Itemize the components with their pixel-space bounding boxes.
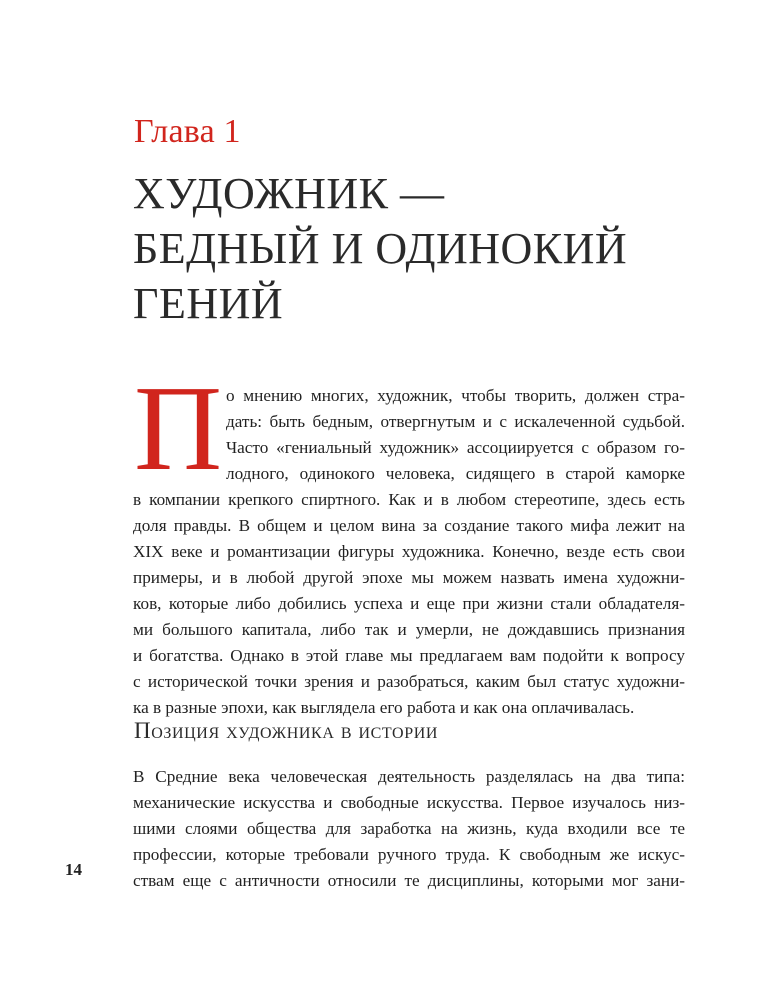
chapter-title-line: ХУДОЖНИК — (133, 169, 445, 218)
text-line: о мнению многих, художник, чтобы творить, должен стра- (226, 386, 685, 405)
text-line: XIX веке и романтизации фигуры художника. Конечно, везде есть свои (133, 542, 685, 561)
text-line: ми большого капитала, либо так и умерли, не дождавшись признания (133, 620, 685, 639)
text-line: шими слоями общества для заработка на жизнь, куда входили все те (133, 819, 685, 838)
text-line: ка в разные эпохи, как выглядела его работа и как она оплачивалась. (133, 698, 635, 717)
text-line: с исторической точки зрения и разобраться, каким был статус художни- (133, 672, 685, 691)
text-line: в компании крепкого спиртного. Как и в любом стереотипе, здесь есть (133, 490, 685, 509)
page-number: 14 (65, 860, 82, 879)
text-line: примеры, и в любой другой эпохе мы можем назвать имена художни- (133, 568, 685, 587)
text-line: ков, которые либо добились успеха и еще при жизни стали обладателя- (133, 594, 685, 613)
text-line: профессии, которые требовали ручного труда. К свободным же искус- (133, 845, 685, 864)
intro-paragraph (133, 383, 685, 721)
text-line: В Средние века человеческая деятельность разделялась на два типа: (133, 767, 685, 786)
text-line: доля правды. В общем и целом вина за создание такого мифа лежит на (133, 516, 685, 535)
chapter-title-line: ГЕНИЙ (133, 279, 284, 328)
chapter-title-line: БЕДНЫЙ И ОДИНОКИЙ (133, 224, 628, 273)
text-line: лодного, одинокого человека, сидящего в старой каморке (226, 464, 685, 483)
text-line: ствам еще с античности относили те дисциплины, которыми мог зани- (133, 871, 685, 890)
chapter-label: Глава 1 (134, 113, 241, 150)
text-line: механические искусства и свободные искусства. Первое изучалось низ- (133, 793, 685, 812)
section-heading: Позиция художника в истории (134, 718, 438, 743)
text-line: и богатства. Однако в этой главе мы предлагаем вам подойти к вопросу (133, 646, 685, 665)
text-line: Часто «гениальный художник» ассоциируется с образом го- (226, 438, 685, 457)
section-paragraph (133, 764, 685, 894)
drop-cap: П (134, 361, 223, 496)
text-line: дать: быть бедным, отвергнутым и с искалеченной судьбой. (226, 412, 685, 431)
chapter-title (133, 166, 693, 331)
